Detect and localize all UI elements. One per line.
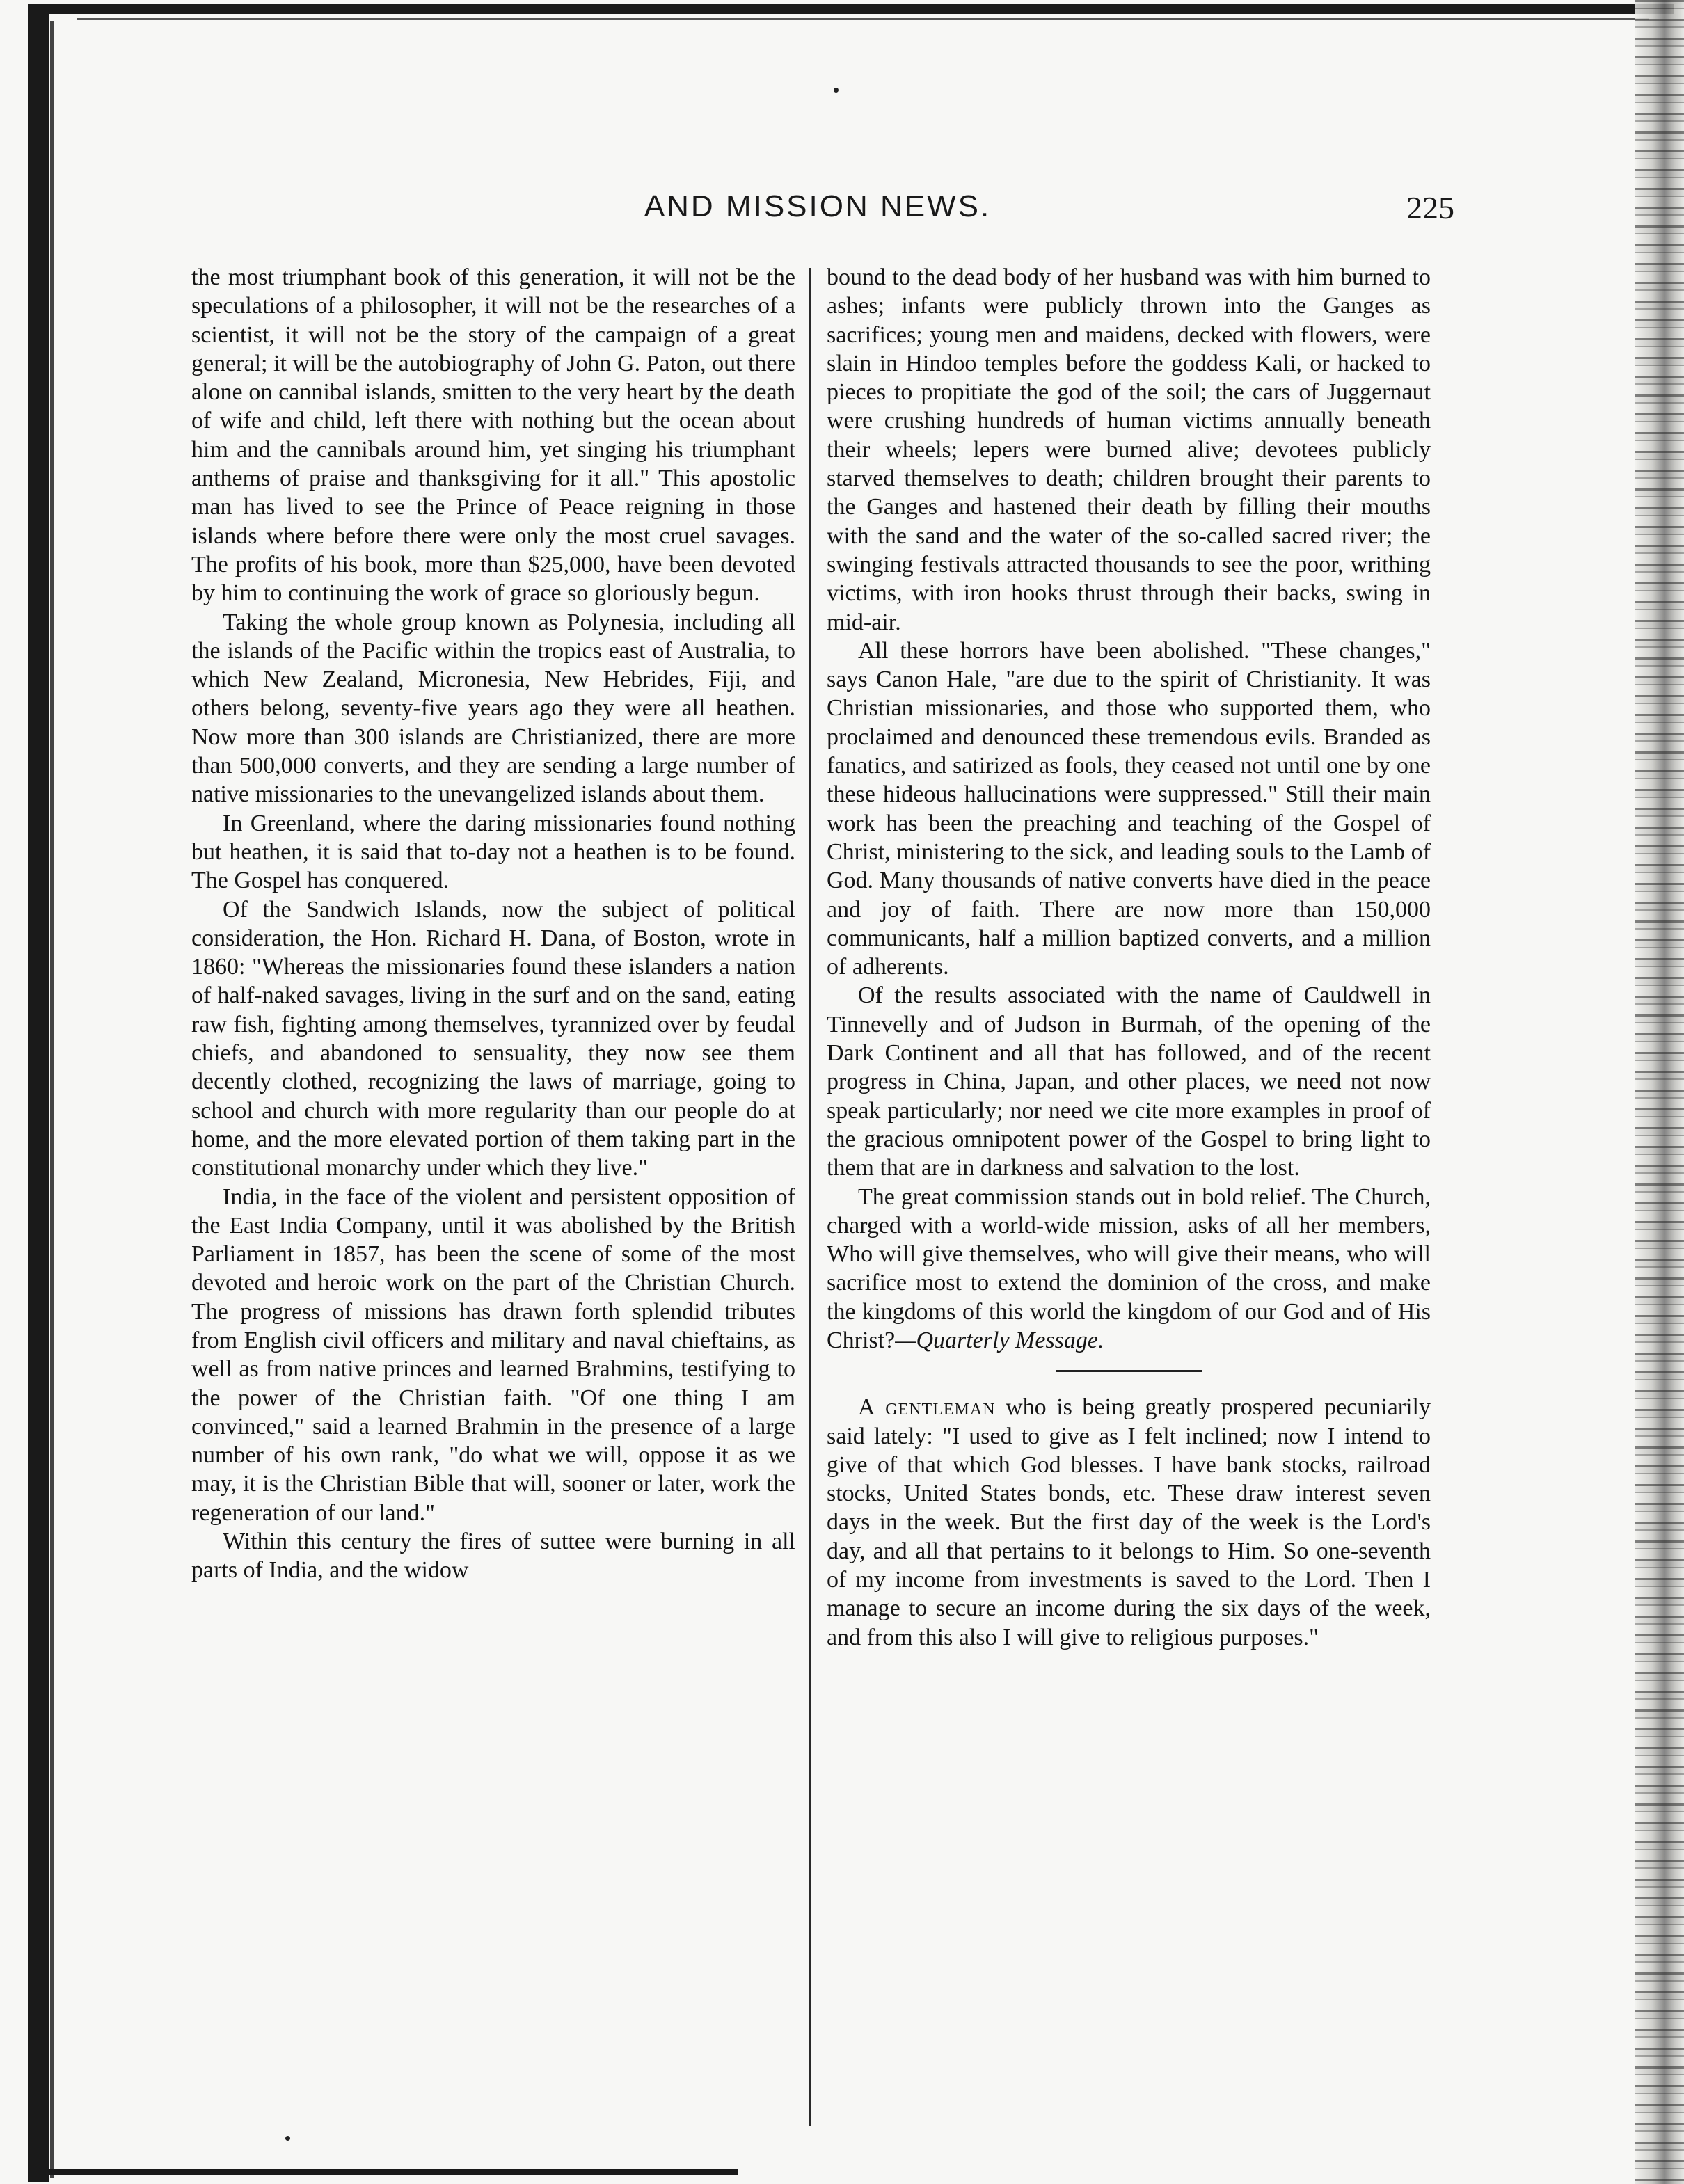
running-title: AND MISSION NEWS.	[644, 189, 992, 223]
top-border-rule	[28, 4, 1674, 14]
left-column	[191, 263, 795, 1585]
scanned-page-edge	[1635, 0, 1684, 2184]
paragraph-gentleman-note	[827, 1393, 1431, 1652]
paragraph-greenland: In Greenland, where the daring missionaries found nothing but heathen, it is said that to-day not a heathen is to be found. The Gospel has conquered.	[191, 810, 795, 894]
source-attribution: —Quarterly Message.	[895, 1327, 1104, 1353]
paragraph-polynesia: Taking the whole group known as Polynesia, including all the islands of the Pacific within the tropics east of Australia, to which New Zealand, Micronesia, New Hebrides, Fiji, and others belong, seventy-five years ago they were all heathen. Now more than 300 islands are Christianized, there are more than 500,000 converts, and they are sending a large number of native missionaries to the unevangelized islands about them.	[191, 609, 795, 808]
running-head	[181, 189, 1454, 238]
ink-speck	[285, 2136, 290, 2141]
bottom-border-rule	[28, 2169, 738, 2175]
top-border-hairline	[77, 18, 1649, 20]
left-border-hairline	[50, 21, 54, 2178]
note-body: who is being greatly prospered pecuniarily said lately: "I used to give as I felt inclined; now I intend to give of that which God blesses. I have bank stocks, railroad stocks, United States bonds, etc. These draw interest seven days in the week. But the first day of the week is the Lord's day, and all that pertains to it belongs to Him. So one-seventh of my income from investments is saved to the Lord. Then I manage to secure an income during the six days of the week, and from this also I will give to religious purposes."	[827, 1394, 1431, 1650]
column-divider	[809, 268, 811, 2126]
paragraph-horrors-abolished: All these horrors have been abolished. "These changes," says Canon Hale, "are due to the spirit of Christianity. It was Christian missionaries, and those who supported them, who proclaimed and denounced these tremendous evils. Branded as fanatics, and satirized as fools, they ceased not until one by one these hideous hallucinations were suppressed." Still their main work has been the preaching and teaching of the Gospel of Christ, ministering to the sick, and leading souls to the Lamb of God. Many thousands of native converts have died in the peace and joy of faith. There are now more than 150,000 communicants, half a million baptized converts, and a million of adherents.	[827, 637, 1431, 980]
paragraph-india: India, in the face of the violent and persistent opposition of the East India Company, until it was abolished by the British Parliament in 1857, has been the scene of some of the most devoted and heroic work on the part of the Christian Church. The progress of missions has drawn forth splendid tributes from English civil officers and military and naval chieftains, as well as from native princes and learned Brahmins, testifying to the power of the Christian faith. "Of one thing I am convinced," said a learned Brahmin in the presence of a large number of his own rank, "do what we will, oppose it as we may, it is the Christian Bible that will, sooner or later, work the regeneration of our land."	[191, 1183, 795, 1526]
paragraph-great-commission	[827, 1183, 1431, 1355]
left-border-bar	[28, 4, 49, 2182]
page-number: 225	[1406, 190, 1454, 225]
paragraph-results: Of the results associated with the name of Cauldwell in Tinnevelly and of Judson in Burmah, of the opening of the Dark Continent and all that has followed, and of the recent progress in China, Japan, and other places, we need not now speak particularly; nor need we cite more examples in proof of the gracious omnipotent power of the Gospel to bring light to them that are in darkness and salvation to the lost.	[827, 982, 1431, 1181]
paragraph-paton-continued: the most triumphant book of this generation, it will not be the speculations of a philosopher, it will not be the researches of a scientist, it will not be the story of the campaign of a great general; it will be the autobiography of John G. Paton, out there alone on cannibal islands, smitten to the very heart by the death of wife and child, left there with nothing but the ocean about him and the cannibals around him, yet singing his triumphant anthems of praise and thanksgiving for it all." This apostolic man has lived to see the Prince of Peace reigning in those islands where before there were only the most cruel savages. The profits of his book, more than $25,000, have been devoted by him to continuing the work of grace so gloriously begun.	[191, 264, 795, 607]
paragraph-suttee-continued: bound to the dead body of her husband was with him burned to ashes; infants were publicly thrown into the Ganges as sacrifices; young men and maidens, decked with flowers, were slain in Hindoo temples before the goddess Kali, or hacked to pieces to propitiate the god of the soil; the cars of Juggernaut were crushing hundreds of human victims annually beneath their wheels; lepers were burned alive; devotees publicly starved themselves to death; children brought their parents to the Ganges and hastened their death by filling their mouths with the sand and the water of the so-called sacred river; the swinging festivals attracted thousands to see the poor, writhing victims, with iron hooks thrust through their backs, swing in mid-air.	[827, 264, 1431, 635]
ink-speck	[834, 88, 839, 93]
section-separator-rule	[1056, 1370, 1202, 1372]
great-commission-text: The great commission stands out in bold relief. The Church, charged with a world-wide mission, asks of all her members, Who will give themselves, who will give their means, who will sacrifice most to extend the dominion of the cross, and make the kingdoms of this world the kingdom of our God and of His Christ?	[827, 1183, 1431, 1353]
right-column	[827, 263, 1431, 1652]
paragraph-sandwich-islands: Of the Sandwich Islands, now the subject of political consideration, the Hon. Richard H. Dana, of Boston, wrote in 1860: "Whereas the missionaries found these islanders a nation of half-naked savages, living in the surf and on the sand, eating raw fish, fighting among themselves, tyrannized over by feudal chiefs, and abandoned to sensuality, they now see them decently clothed, recognizing the laws of marriage, going to school and church with more regularity than our people do at home, and the more elevated portion of them taking part in the constitutional monarchy under which they live."	[191, 896, 795, 1181]
paragraph-suttee: Within this century the fires of suttee were burning in all parts of India, and the widow	[191, 1529, 795, 1584]
note-lead-smallcaps: A gentleman	[858, 1394, 996, 1421]
